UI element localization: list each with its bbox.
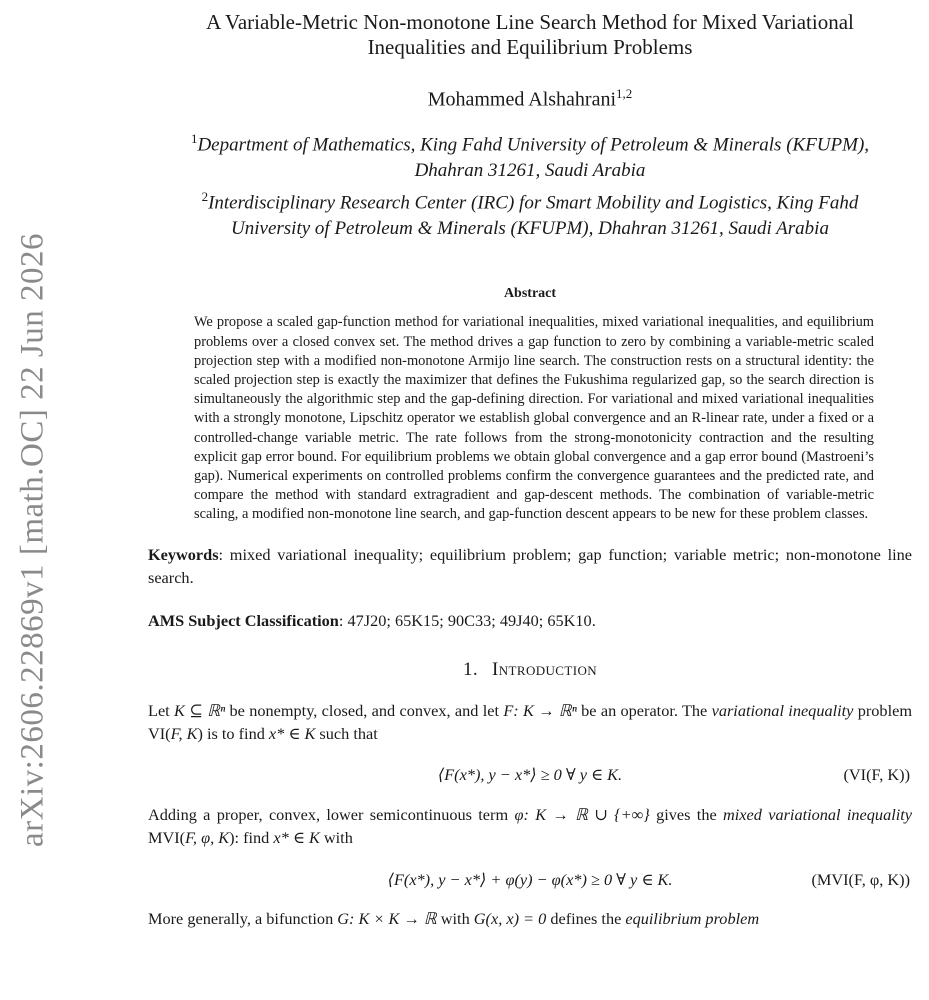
abstract-heading: Abstract — [503, 286, 557, 302]
keywords-text: : mixed variational inequality; equilibrium problem; gap function; variable metric; non-monotone line search. — [148, 544, 912, 587]
text-run: with — [436, 908, 474, 928]
affiliation-2-line-1 — [148, 184, 912, 216]
affiliation-1-line-2: Dhahran 31261, Saudi Arabia — [414, 159, 646, 181]
text-run: ) is to find — [197, 723, 269, 743]
math-inline: G(x, x) = 0 — [473, 908, 547, 928]
equation-vi — [148, 763, 912, 786]
text-run: MVI( — [148, 827, 186, 847]
equation-vi-tag: (VI(F, K)) — [843, 764, 910, 784]
math-inline: K ⊆ ℝⁿ — [174, 700, 226, 720]
emphasis-term: variational inequality — [711, 700, 854, 720]
affiliation-2-text-1: Interdisciplinary Research Center (IRC) for Smart Mobility and Logistics, King Fahd — [208, 192, 859, 214]
author-affiliation-marks: 1,2 — [616, 86, 633, 101]
text-run: with — [319, 827, 353, 847]
text-run: gives the — [649, 804, 724, 824]
affiliation-1-mark: 1 — [190, 130, 198, 146]
affiliation-2-mark: 2 — [201, 188, 209, 204]
text-run: be nonempty, closed, and convex, and let — [225, 700, 504, 720]
math-inline: F, φ, K — [185, 827, 230, 847]
affiliation-2-line-2: University of Petroleum & Minerals (KFUPM), Dhahran 31261, Saudi Arabia — [231, 218, 829, 240]
paper-page — [148, 0, 912, 930]
abstract-body: We propose a scaled gap-function method for variational inequalities, mixed variational inequalities, and equilibrium problems over a closed convex set. The method drives a gap function to zero by combining a variable-metric scaled projection step with a modified non-monotone Armijo line search. The construction rests on a structural identity: the scaled projection step is exactly the maximizer that defines the Fukushima regularized gap, so the search direction is simultaneously the algorithmic step and the gap-defining direction. For variational and mixed variational inequalities with a strongly monotone, Lipschitz operator we establish global convergence and an R-linear rate, under a fixed or a controlled-change variable metric. The rate follows from the strong-monotonicity contraction and the resulting explicit gap error bound. For equilibrium problems we obtain global convergence and a gap error bound (Mastroeni’s gap). Numerical experiments on controlled problems confirm the convergence guarantees and the predicted rate, and compare the method with standard extragradient and gap-descent methods. The combination of variable-metric scaling, a modified non-monotone line search, and gap-function descent appears to be new for these problem classes. — [194, 314, 874, 523]
paragraph-mvi-definition — [148, 803, 912, 849]
keywords-paragraph — [148, 543, 912, 589]
text-run: Adding a proper, convex, lower semicontinuous term — [148, 804, 515, 824]
text-run: defines the — [546, 908, 626, 928]
equation-mvi-tag: (MVI(F, φ, K)) — [811, 869, 910, 889]
emphasis-term: equilibrium problem — [625, 908, 760, 928]
math-inline: G: K × K → ℝ — [337, 908, 437, 928]
equation-mvi — [148, 868, 912, 891]
text-run: Let — [148, 700, 175, 720]
text-run: such that — [315, 723, 378, 743]
section-number: 1. — [462, 658, 479, 680]
affiliation-2 — [148, 184, 912, 242]
author-text: Mohammed Alshahrani — [427, 88, 617, 111]
math-inline: x* ∈ K — [273, 827, 320, 847]
author-name — [148, 86, 912, 112]
keywords-label: Keywords — [148, 544, 219, 564]
text-run: ): find — [229, 827, 274, 847]
math-inline: φ: K → ℝ ∪ {+∞} — [514, 804, 650, 824]
math-inline: x* ∈ K — [268, 723, 316, 743]
ams-text: : 47J20; 65K15; 90C33; 49J40; 65K10. — [338, 610, 596, 630]
equation-mvi-expression: ⟨F(x*), y − x*⟩ + φ(y) − φ(x*) ≥ 0 ∀ y ∈ K. — [387, 869, 673, 889]
affiliation-1 — [148, 126, 912, 184]
title-line-1: A Variable-Metric Non-monotone Line Search Method for Mixed Variational — [206, 10, 854, 34]
math-inline: F, K — [170, 723, 198, 743]
equation-vi-expression: ⟨F(x*), y − x*⟩ ≥ 0 ∀ y ∈ K. — [437, 764, 623, 784]
emphasis-term: mixed variational inequality — [723, 804, 913, 824]
title-line-2: Inequalities and Equilibrium Problems — [367, 35, 693, 59]
section-title-text: Introduction — [492, 658, 598, 680]
text-run: problem VI( — [148, 700, 912, 743]
ams-classification — [148, 609, 912, 632]
paper-title — [148, 10, 912, 60]
math-inline: F: K → ℝⁿ — [503, 700, 577, 720]
text-run: More generally, a bifunction — [148, 908, 338, 928]
text-run: be an operator. The — [576, 700, 712, 720]
affiliation-1-line-1 — [148, 126, 912, 158]
affiliation-1-text-1: Department of Mathematics, King Fahd University of Petroleum & Minerals (KFUPM), — [197, 133, 870, 155]
ams-label: AMS Subject Classification — [148, 610, 339, 630]
paragraph-vi-definition — [148, 699, 912, 745]
section-heading-introduction — [148, 659, 912, 681]
paragraph-equilibrium — [148, 907, 912, 930]
arxiv-identifier-stamp: arXiv:2606.22869v1 [math.OC] 22 Jun 2026 — [14, 233, 51, 847]
